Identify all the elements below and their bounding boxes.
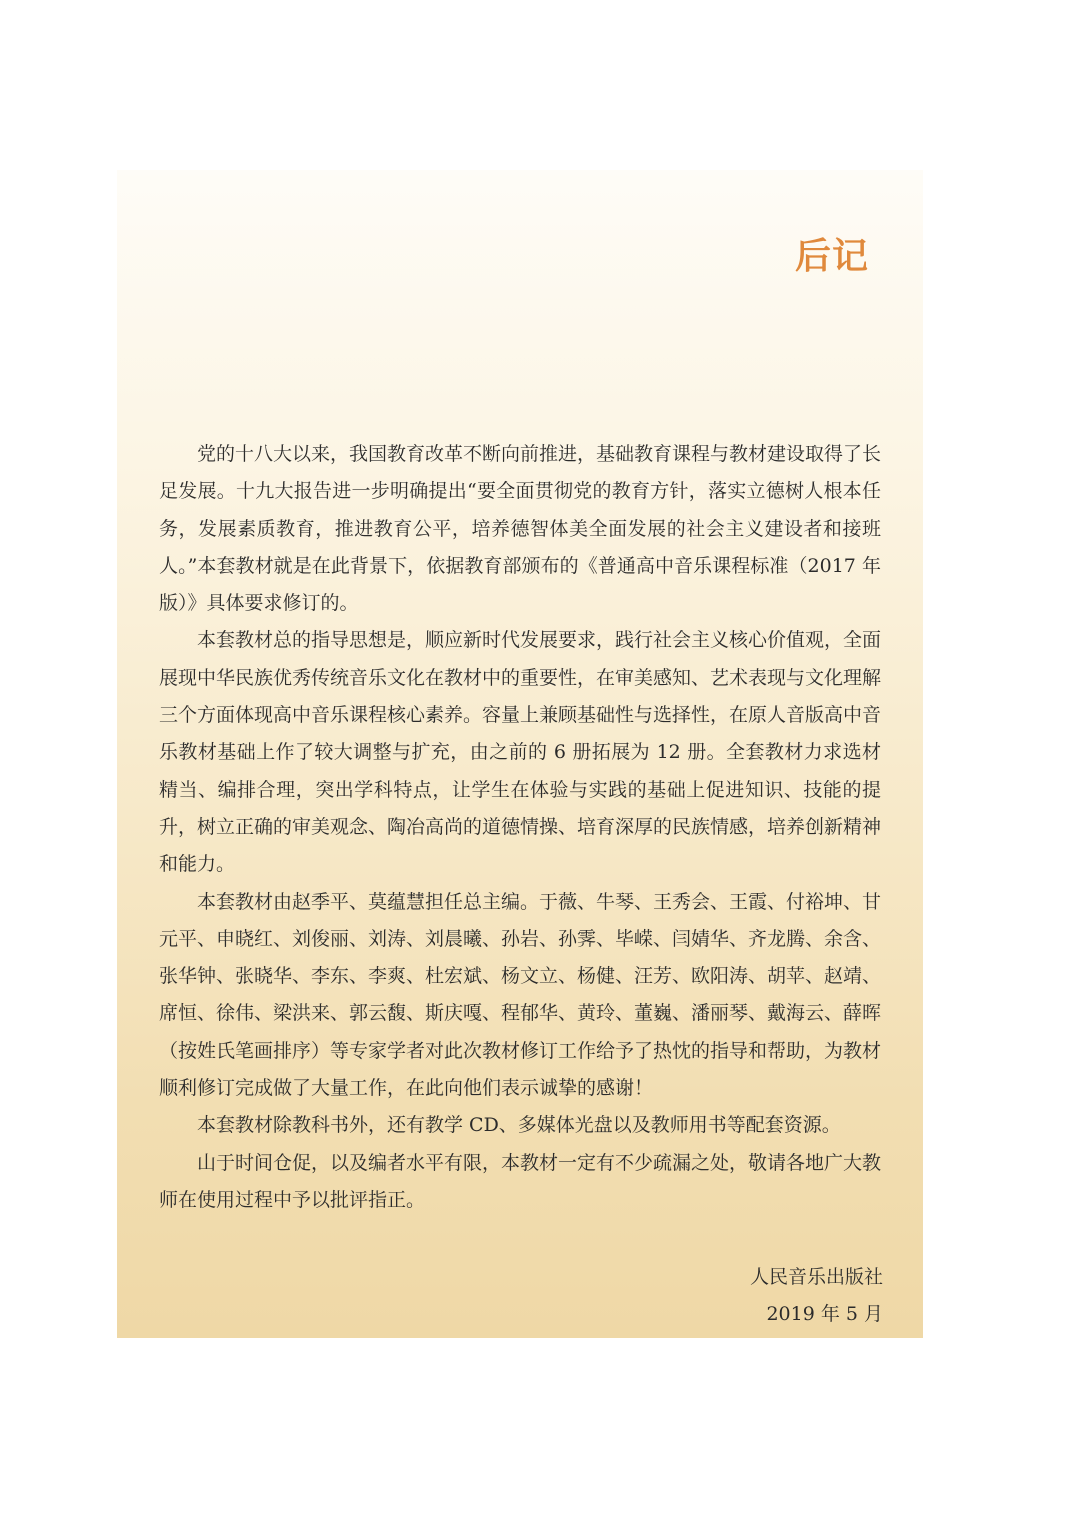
paragraph-resources: 本套教材除教科书外，还有教学 CD、多媒体光盘以及教师用书等配套资源。 (197, 1114, 841, 1137)
paragraph-acknowledgements: 本套教材由赵季平、莫蕴慧担任总主编。于薇、牛琴、王秀会、王霞、付裕坤、甘元平、申晓红、刘俊丽、刘涛、刘晨曦、孙岩、孙霁、毕嵘、闫婧华、齐龙腾、余含、张华钟、张晓华、李东、李爽、杜宏斌、杨文立、杨健、汪芳、欧阳涛、胡苹、赵靖、席恒、徐伟、梁洪来、郭云馥、斯庆嘎、程郁华、黄玲、董巍、潘丽琴、戴海云、薛晖（按姓氏笔画排序）等专家学者对此次教材修订工作给予了热忱的指导和帮助，为教材顺利修订完成做了大量工作，在此向他们表示诚挚的感谢！ (159, 890, 882, 1100)
page-title: 后记 (794, 236, 869, 277)
paragraph-feedback-request: 山于时间仓促，以及编者水平有限，本教材一定有不少疏漏之处，敬请各地广大教师在使用过程中予以批评指正。 (159, 1151, 882, 1211)
afterword-panel (117, 170, 923, 1338)
publication-date: 2019 年 5 月 (766, 1303, 883, 1325)
publisher-signature: 人民音乐出版社 (749, 1266, 883, 1288)
paragraph-guiding-idea: 本套教材总的指导思想是，顺应新时代发展要求，践行社会主义核心价值观，全面展现中华民族优秀传统音乐文化在教材中的重要性，在审美感知、艺术表现与文化理解三个方面体现高中音乐课程核心素养。容量上兼顾基础性与选择性，在原人音版高中音乐教材基础上作了较大调整与扩充，由之前的 6 册拓展为 12 册。全套教材力求选材精当、编排合理，突出学科特点，让学生在体验与实践的基础上促进知识、技能的提升，树立正确的审美观念、陶冶高尚的道德情操、培育深厚的民族情感，培养创新精神和能力。 (159, 629, 882, 876)
paragraph-background: 党的十八大以来，我国教育改革不断向前推进，基础教育课程与教材建设取得了长足发展。十九大报告进一步明确提出“要全面贯彻党的教育方针，落实立德树人根本任务，发展素质教育，推进教育公平，培养德智体美全面发展的社会主义建设者和接班人。”本套教材就是在此背景下，依据教育部颁布的《普通高中音乐课程标准（2017 年版）》具体要求修订的。 (159, 443, 882, 615)
afterword-body (159, 436, 881, 1219)
